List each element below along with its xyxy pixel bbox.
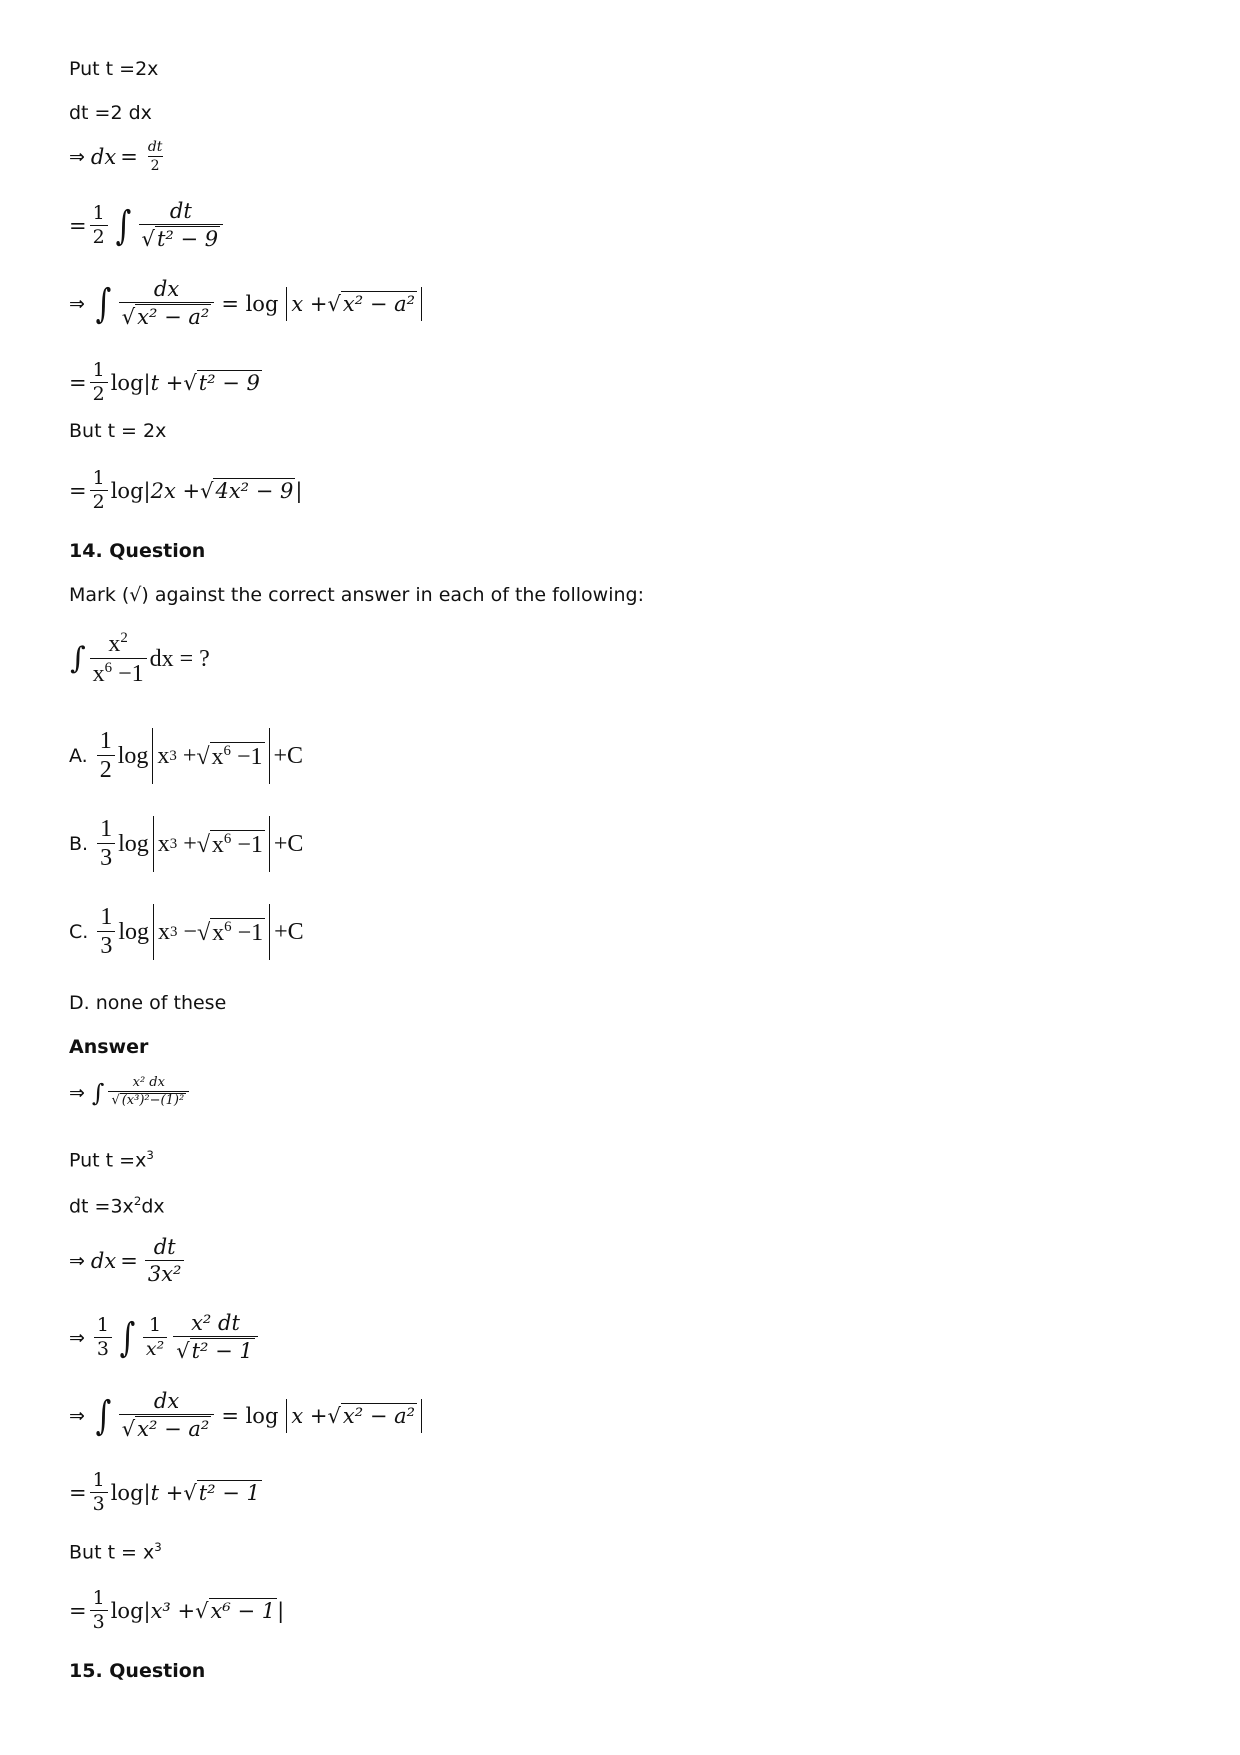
formula-half-log-t: = $\frac{1}{2}$ log | t + √ t² − 9 (69, 359, 260, 405)
option-c[interactable] (69, 904, 304, 961)
formula-third-log-t: = $\frac{1}{3}$ log | t + √ t² − 1 (69, 1469, 260, 1515)
text-put-t-x3: Put $t =x^3$ (69, 1148, 154, 1172)
question-15-heading: 15. Question (69, 1660, 206, 1682)
option-a-label: A. (69, 745, 88, 768)
formula-dx-dt-over-2: ⇒ dx = $\frac{dt}{2}$ (69, 139, 163, 175)
formula-half-log-2x: = $\frac{1}{2}$ log | 2x + √ 4x² − 9 | (69, 467, 303, 513)
formula-third-log-x3: = $\frac{1}{3}$ log | x³ + √ x⁶ − 1 | (69, 1587, 285, 1633)
option-c-label: C. (69, 921, 89, 944)
text-dt-3x2dx: dt $=3x^2dx$ (69, 1194, 165, 1218)
option-b-formula: $\frac{1}{3}$ log x 3 + √ $x^6 -1$ +C (94, 816, 303, 873)
text-put-t-2x: Put t =2x (69, 58, 159, 80)
question-14-integral: ∫ $\frac{x^2}{x^6 -1}$ dx = ? (70, 630, 210, 688)
answer-heading: Answer (69, 1036, 149, 1058)
text-but-t-2x: But t = 2x (69, 420, 167, 442)
option-b[interactable] (69, 816, 303, 873)
formula-answer-integral: ⇒ ∫ x² dx √ (x³)²−(1)² (69, 1076, 192, 1109)
option-a[interactable] (69, 728, 303, 785)
option-a-formula: $\frac{1}{2}$ log x 3 + √ $x^6 -1$ +C (94, 728, 303, 785)
formula-standard-integral-2: ⇒ ∫ dx √ x² − a² = log x + √ x² − a² (69, 1390, 426, 1441)
question-14-instruction: Mark (√) against the correct answer in each of the following: (69, 584, 644, 606)
formula-half-integral: = $\frac{1}{2}$ ∫ dt √ t² − 9 (69, 200, 226, 251)
formula-third-integral: ⇒ $\frac{1}{3}$ ∫ $\frac{1}{\text{x²}}$ x² dt √ t² − 1 (69, 1312, 261, 1363)
text-dt-2dx: dt =2 dx (69, 102, 152, 124)
option-c-formula: $\frac{1}{3}$ log x 3 − √ $x^6 -1$ +C (94, 904, 303, 961)
formula-dx-dt-over-3x2: ⇒ dx = $\frac{dt}{\text{3x²}}$ (69, 1236, 187, 1286)
option-b-label: B. (69, 833, 89, 856)
text-but-t-x3: But $t = x^3$ (69, 1540, 162, 1564)
formula-standard-integral: ⇒ ∫ dx √ x² − a² = log x + √ x² − a² (69, 278, 426, 329)
question-14-heading: 14. Question (69, 540, 206, 562)
option-d[interactable]: D. none of these (69, 992, 227, 1014)
